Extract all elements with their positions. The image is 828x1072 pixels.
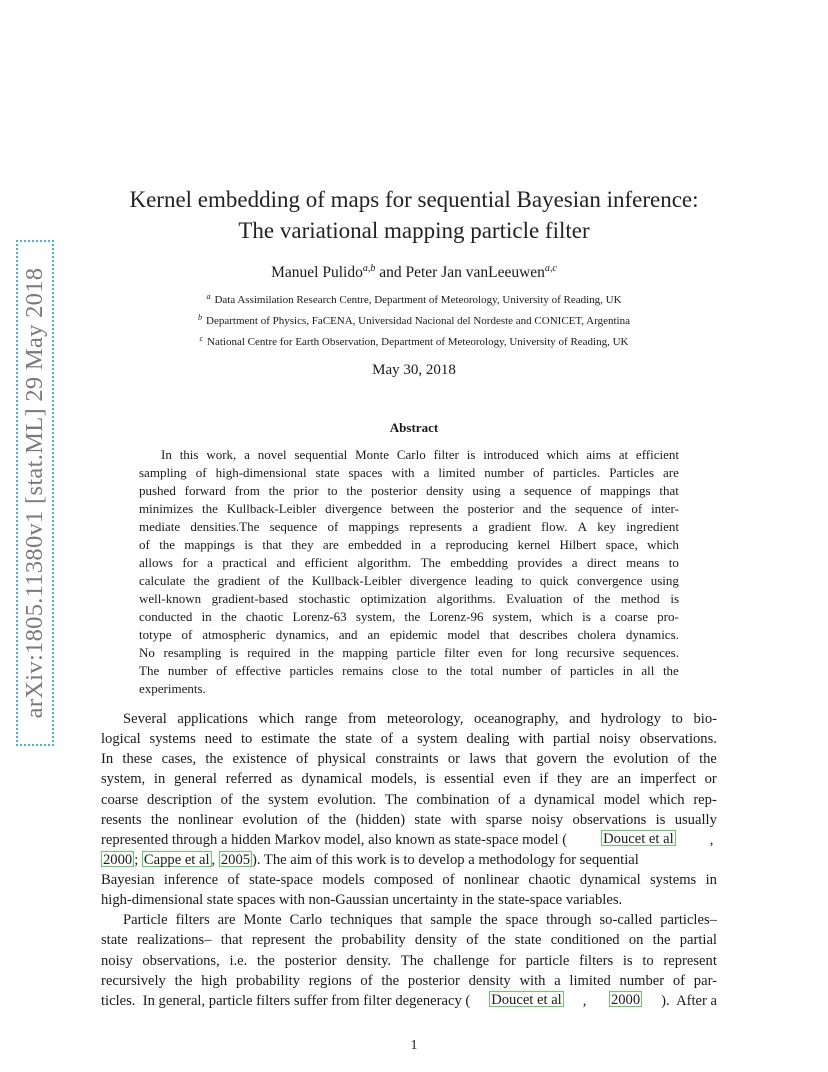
abstract-text	[139, 446, 679, 698]
affiliation-text: Department of Physics, FaCENA, Universidad Nacional del Nordeste and CONICET, Argentina	[206, 315, 630, 327]
text-line: of the mappings is that they are embedded in a reproducing kernel Hilbert space, which	[139, 536, 679, 552]
text-line: In these cases, the existence of physical constraints or laws that govern the evolution of the	[101, 751, 717, 768]
citation-link[interactable]: Doucet et al	[491, 991, 562, 1008]
text-line: conducted in the chaotic Lorenz-63 system, the Lorenz-96 system, which is a coarse pro-	[139, 608, 679, 624]
paragraph	[101, 910, 717, 991]
citation-link[interactable]: Cappe et al	[143, 851, 210, 868]
author-name: Manuel Pulido	[271, 264, 363, 281]
paper-title	[0, 184, 828, 246]
citation-link[interactable]: 2005	[220, 851, 251, 868]
text-line: noisy observations, i.e. the posterior density. The challenge for particle filters is to represent	[101, 952, 717, 969]
affiliation-mark: a	[206, 292, 211, 301]
text-line: sampling of high-dimensional state spaces with a limited number of particles. Particles are	[139, 464, 679, 480]
text-line: calculate the gradient of the Kullback-Leibler divergence leading to quick convergence using	[139, 572, 679, 588]
publication-date: May 30, 2018	[372, 362, 456, 378]
citation-link[interactable]: Doucet et al	[603, 830, 674, 847]
text-line: 2000 ; Cappe et al , 2005 ). The aim of this work is to develop a methodology for sequential	[103, 851, 639, 868]
text-line: totype of atmospheric dynamics, and an epidemic model that describes cholera dynamics.	[139, 626, 679, 642]
text-line: coarse description of the system evolution. The combination of a dynamical model which rep-	[101, 791, 717, 808]
affiliation-text: National Centre for Earth Observation, Department of Meteorology, University of Reading, UK	[207, 336, 629, 348]
title-line: The variational mapping particle filter	[238, 218, 590, 243]
arxiv-identifier[interactable]: arXiv:1805.11380v1 [stat.ML] 29 May 2018	[21, 267, 48, 719]
text-line: state realizations– that represent the probability density of the state conditioned on the partial	[101, 932, 717, 949]
text-line: pushed forward from the prior to the posterior density using a sequence of mappings that	[139, 482, 679, 498]
text-line: represented through a hidden Markov model, also known as state-space model ( Doucet et al ,	[101, 830, 717, 848]
text-line: Several applications which range from meteorology, oceanography, and hydrology to bio-	[123, 711, 717, 727]
text-line: high-dimensional state spaces with non-Gaussian uncertainty in the state-space variables.	[101, 892, 623, 909]
text-line: well-known gradient-based stochastic optimization algorithms. Evaluation of the method is	[139, 590, 679, 606]
citation-link[interactable]: 2000	[103, 851, 133, 868]
affiliation	[0, 313, 828, 327]
affiliation-mark: a,c	[544, 263, 557, 274]
affiliation-mark: c	[199, 334, 204, 343]
text-line: recursively the high probability regions of the posterior density with a limited number of par-	[101, 972, 717, 989]
text-line: ticles. In general, particle filters suffer from filter degeneracy ( Doucet et al , 2000 ). After a	[101, 991, 717, 1009]
text-line: Bayesian inference of state-space models composed of nonlinear chaotic dynamical systems in	[101, 872, 717, 888]
text-line: experiments.	[139, 680, 206, 696]
affiliation-text: Data Assimilation Research Centre, Department of Meteorology, University of Reading, UK	[214, 294, 622, 306]
page-number: 1	[410, 1038, 418, 1053]
author-conjunction: and	[375, 264, 406, 281]
citation-link[interactable]: 2000	[610, 991, 641, 1008]
affiliation-mark: a,b	[362, 263, 376, 274]
affiliation-mark: b	[198, 313, 203, 322]
text-line: The number of effective particles remains close to the total number of particles in all the	[139, 662, 679, 678]
text-line: resents the nonlinear evolution of the (hidden) state with sparse noisy observations is usually	[101, 811, 717, 828]
text-line: system, in general referred as dynamical models, is essential even if they are an imperfect or	[101, 771, 717, 788]
title-line: Kernel embedding of maps for sequential Bayesian inference:	[129, 187, 699, 212]
body-text	[101, 709, 717, 1011]
text-line: In this work, a novel sequential Monte Carlo filter is introduced which aims at efficient	[161, 447, 679, 462]
affiliation	[0, 292, 828, 306]
text-line: minimizes the Kullback-Leibler divergence between the posterior and the sequence of inter-	[139, 500, 679, 516]
text-line: logical systems need to estimate the state of a system dealing with partial noisy observations.	[101, 731, 717, 748]
text-line: allows for a practical and efficient algorithm. The embedding provides a direct means to	[139, 554, 679, 570]
affiliation	[0, 334, 828, 348]
text-line: No resampling is required in the mapping particle filter even for long recursive sequences.	[139, 644, 679, 660]
author-list	[0, 263, 828, 282]
author-name: Peter Jan vanLeeuwen	[405, 264, 545, 281]
text-line: Particle filters are Monte Carlo techniques that sample the space through so-called particles–	[123, 912, 717, 929]
paragraph-end	[101, 870, 717, 910]
text-line: mediate densities.The sequence of mappings represents a gradient flow. A key ingredient	[139, 518, 679, 534]
paragraph	[101, 709, 717, 830]
abstract-heading: Abstract	[389, 420, 439, 435]
